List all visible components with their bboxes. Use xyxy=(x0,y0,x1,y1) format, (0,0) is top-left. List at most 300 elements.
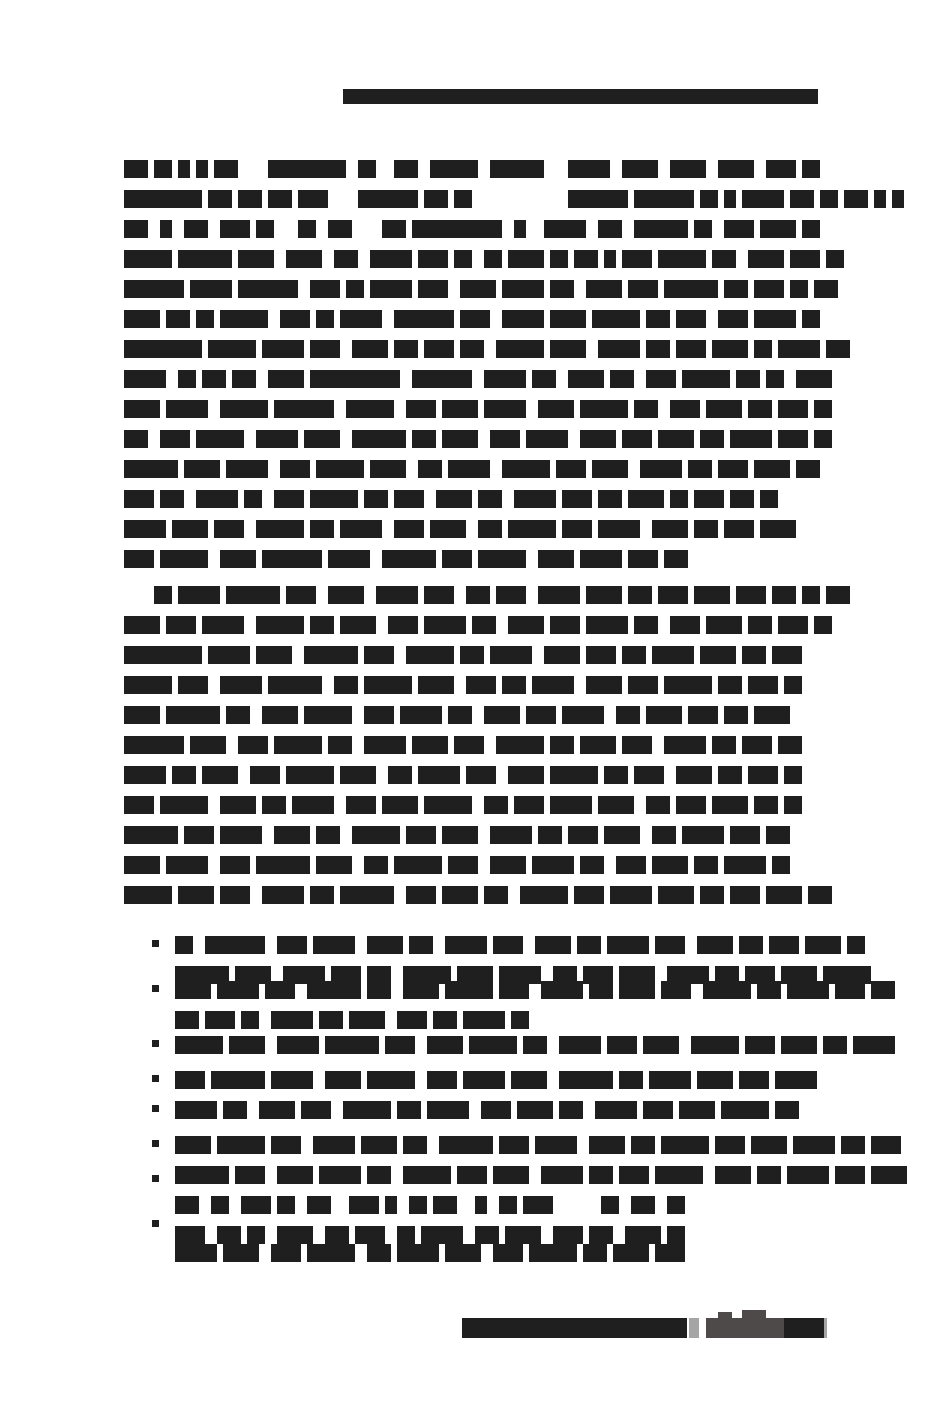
redacted-word xyxy=(124,160,148,178)
redacted-word xyxy=(622,430,652,448)
redacted-word xyxy=(661,1136,709,1154)
redacted-word xyxy=(175,981,211,999)
redacted-word xyxy=(247,1226,265,1244)
redacted-word xyxy=(349,1011,385,1029)
redacted-word xyxy=(499,981,529,999)
redacted-word xyxy=(310,370,400,388)
redacted-word xyxy=(220,826,262,844)
redacted-word xyxy=(529,1244,577,1262)
word-gap xyxy=(454,676,466,694)
word-gap xyxy=(295,981,307,999)
word-gap xyxy=(205,1226,217,1244)
redacted-word xyxy=(124,646,202,664)
word-gap xyxy=(586,220,598,238)
word-gap xyxy=(148,430,160,448)
redacted-word xyxy=(340,616,376,634)
redacted-word xyxy=(124,616,160,634)
redacted-word xyxy=(265,981,295,999)
redacted-word xyxy=(892,190,904,208)
redacted-word xyxy=(196,430,244,448)
redacted-word xyxy=(484,886,508,904)
word-gap xyxy=(532,646,544,664)
word-gap xyxy=(274,220,298,238)
word-gap xyxy=(484,736,496,754)
redacted-word xyxy=(511,1071,547,1089)
redacted-word xyxy=(757,981,781,999)
redacted-word xyxy=(481,1101,511,1119)
word-gap xyxy=(457,1196,475,1214)
redacted-word xyxy=(589,981,613,999)
redacted-text-line xyxy=(175,1136,901,1154)
redacted-word xyxy=(442,550,472,568)
redacted-word xyxy=(208,190,232,208)
word-gap xyxy=(634,796,646,814)
word-gap xyxy=(586,340,598,358)
word-gap xyxy=(490,310,502,328)
redacted-word xyxy=(541,981,583,999)
redacted-word xyxy=(397,1011,427,1029)
redacted-word xyxy=(298,190,328,208)
word-gap xyxy=(502,490,514,508)
redacted-word xyxy=(436,490,472,508)
redacted-word xyxy=(256,430,298,448)
word-gap xyxy=(466,520,478,538)
redacted-text-line xyxy=(124,550,688,568)
redacted-word xyxy=(604,250,616,268)
redacted-word xyxy=(445,936,487,954)
redacted-word xyxy=(598,796,634,814)
bullet-marker-icon xyxy=(152,1040,159,1047)
redacted-word xyxy=(610,886,652,904)
redacted-word xyxy=(178,886,214,904)
word-gap xyxy=(250,886,262,904)
redacted-word xyxy=(175,1244,217,1262)
footer-segment-right xyxy=(784,1318,824,1338)
redacted-word xyxy=(580,430,616,448)
word-gap xyxy=(784,370,796,388)
redacted-word xyxy=(262,886,304,904)
redacted-word xyxy=(274,736,322,754)
redacted-word xyxy=(550,616,580,634)
word-gap xyxy=(490,460,502,478)
redacted-word xyxy=(718,766,742,784)
word-gap xyxy=(298,280,310,298)
redacted-word xyxy=(739,1071,769,1089)
redacted-word xyxy=(601,1196,619,1214)
word-gap xyxy=(316,586,328,604)
redacted-word xyxy=(394,856,442,874)
word-gap xyxy=(478,856,490,874)
word-gap xyxy=(472,796,484,814)
redacted-word xyxy=(409,936,433,954)
redacted-word xyxy=(124,190,202,208)
redacted-word xyxy=(790,280,808,298)
redacted-word xyxy=(778,736,802,754)
redacted-word xyxy=(598,520,640,538)
word-gap xyxy=(604,706,616,724)
redacted-word xyxy=(577,936,601,954)
redacted-word xyxy=(562,520,592,538)
word-gap xyxy=(529,981,541,999)
word-gap xyxy=(364,586,376,604)
redacted-word xyxy=(202,616,244,634)
redacted-text-line xyxy=(124,370,832,388)
redacted-word xyxy=(424,616,466,634)
redacted-text-line xyxy=(124,856,790,874)
redacted-word xyxy=(793,1136,835,1154)
redacted-word xyxy=(655,1244,685,1262)
word-gap xyxy=(193,936,205,954)
redacted-word xyxy=(220,550,256,568)
redacted-word xyxy=(778,616,808,634)
redacted-word xyxy=(589,1136,625,1154)
redacted-word xyxy=(484,250,502,268)
redacted-word xyxy=(784,796,802,814)
redacted-word xyxy=(124,520,166,538)
redacted-word xyxy=(586,646,616,664)
word-gap xyxy=(526,586,538,604)
redacted-word xyxy=(397,1226,415,1244)
redacted-word xyxy=(772,856,790,874)
redacted-word xyxy=(826,340,850,358)
word-gap xyxy=(604,856,616,874)
redacted-word xyxy=(424,340,454,358)
redacted-word xyxy=(418,280,448,298)
redacted-word xyxy=(706,616,742,634)
redacted-word xyxy=(175,1071,205,1089)
redacted-word xyxy=(805,936,841,954)
redacted-word xyxy=(382,796,418,814)
redacted-word xyxy=(589,1226,613,1244)
redacted-word xyxy=(433,1196,457,1214)
word-gap xyxy=(340,340,352,358)
redacted-word xyxy=(844,190,868,208)
word-gap xyxy=(274,250,286,268)
redacted-word xyxy=(775,1071,817,1089)
redacted-word xyxy=(607,936,649,954)
redacted-text-line xyxy=(124,766,802,784)
redacted-word xyxy=(424,190,448,208)
redacted-word xyxy=(841,1136,865,1154)
bullet-marker-icon xyxy=(152,1175,159,1182)
redacted-word xyxy=(190,736,226,754)
redacted-word xyxy=(562,490,592,508)
redacted-word xyxy=(343,1101,391,1119)
redacted-word xyxy=(325,1226,349,1244)
redacted-word xyxy=(220,400,268,418)
redacted-word xyxy=(268,160,346,178)
redacted-text-line xyxy=(124,520,796,538)
redacted-word xyxy=(514,220,526,238)
redacted-word xyxy=(754,706,790,724)
word-gap xyxy=(265,1226,277,1244)
redacted-word xyxy=(310,280,340,298)
word-gap xyxy=(544,160,568,178)
redacted-word xyxy=(502,676,526,694)
redacted-word xyxy=(124,676,172,694)
redacted-word xyxy=(694,220,712,238)
redacted-word xyxy=(301,1101,331,1119)
redacted-word xyxy=(583,1244,607,1262)
word-gap xyxy=(334,796,346,814)
redacted-word xyxy=(340,310,382,328)
redacted-word xyxy=(538,586,580,604)
word-gap xyxy=(556,370,568,388)
redacted-word xyxy=(628,550,658,568)
redacted-word xyxy=(124,706,160,724)
redacted-word xyxy=(718,160,754,178)
word-gap xyxy=(208,220,220,238)
redacted-word xyxy=(175,1136,211,1154)
redacted-word xyxy=(364,646,394,664)
redacted-word xyxy=(403,981,439,999)
redacted-word xyxy=(277,1226,313,1244)
redacted-word xyxy=(376,586,418,604)
redacted-word xyxy=(742,190,784,208)
redacted-word xyxy=(202,766,238,784)
word-gap xyxy=(574,280,586,298)
redacted-word xyxy=(454,190,472,208)
word-gap xyxy=(208,400,220,418)
word-gap xyxy=(340,430,352,448)
redacted-word xyxy=(724,280,748,298)
redacted-word xyxy=(682,370,730,388)
word-gap xyxy=(706,310,718,328)
redacted-word xyxy=(553,1226,583,1244)
redacted-word xyxy=(304,430,340,448)
redacted-word xyxy=(352,826,400,844)
word-gap xyxy=(463,1226,475,1244)
redacted-word xyxy=(361,1136,397,1154)
redacted-word xyxy=(694,586,730,604)
redacted-text-line xyxy=(124,706,790,724)
redacted-word xyxy=(397,1244,439,1262)
word-gap xyxy=(619,1196,631,1214)
redacted-word xyxy=(220,796,256,814)
redacted-word xyxy=(646,706,682,724)
redacted-word xyxy=(700,886,724,904)
redacted-word xyxy=(580,856,604,874)
redacted-word xyxy=(652,520,688,538)
redacted-word xyxy=(319,1011,343,1029)
redacted-word xyxy=(823,1036,847,1054)
redacted-word xyxy=(262,340,304,358)
redacted-word xyxy=(454,250,472,268)
redacted-word xyxy=(721,1101,769,1119)
redacted-word xyxy=(724,220,754,238)
redacted-word xyxy=(178,586,220,604)
redacted-word xyxy=(124,490,154,508)
redacted-word xyxy=(871,981,895,999)
redacted-word xyxy=(658,886,694,904)
redacted-word xyxy=(172,766,196,784)
redacted-word xyxy=(403,1136,427,1154)
redacted-word xyxy=(214,520,244,538)
redacted-text-line xyxy=(124,646,802,664)
redacted-text-line xyxy=(175,1244,685,1262)
word-gap xyxy=(199,1196,211,1214)
redacted-word xyxy=(304,646,358,664)
redacted-word xyxy=(658,586,688,604)
redacted-word xyxy=(610,370,634,388)
redacted-word xyxy=(370,460,406,478)
word-gap xyxy=(478,430,490,448)
redacted-word xyxy=(619,981,655,999)
redacted-word xyxy=(679,1101,715,1119)
redacted-word xyxy=(760,490,778,508)
redacted-word xyxy=(424,586,454,604)
redacted-word xyxy=(748,616,772,634)
redacted-word xyxy=(166,856,208,874)
redacted-text-line xyxy=(124,310,820,328)
redacted-word xyxy=(166,706,220,724)
word-gap xyxy=(340,826,352,844)
redacted-word xyxy=(274,490,304,508)
word-gap xyxy=(316,220,328,238)
word-gap xyxy=(259,1011,271,1029)
redacted-word xyxy=(682,826,724,844)
redacted-word xyxy=(256,646,292,664)
word-gap xyxy=(352,736,364,754)
redacted-word xyxy=(490,826,532,844)
redacted-word xyxy=(781,1036,817,1054)
redacted-word xyxy=(814,616,832,634)
redacted-word xyxy=(478,490,502,508)
redacted-word xyxy=(172,520,208,538)
word-gap xyxy=(265,1036,277,1054)
redacted-word xyxy=(316,460,364,478)
redacted-text-line xyxy=(124,826,790,844)
redacted-word xyxy=(358,160,376,178)
redacted-word xyxy=(787,981,829,999)
redacted-word xyxy=(394,160,418,178)
redacted-word xyxy=(460,646,484,664)
redacted-word xyxy=(694,520,718,538)
redacted-word xyxy=(262,550,322,568)
word-gap xyxy=(553,1196,601,1214)
word-gap xyxy=(238,766,250,784)
redacted-word xyxy=(820,190,838,208)
redacted-word xyxy=(268,370,304,388)
redacted-word xyxy=(715,1166,751,1184)
redacted-word xyxy=(502,280,544,298)
redacted-word xyxy=(178,676,208,694)
word-gap xyxy=(358,250,370,268)
redacted-word xyxy=(220,220,250,238)
word-gap xyxy=(472,370,484,388)
word-gap xyxy=(313,1071,325,1089)
word-gap xyxy=(427,1136,439,1154)
redacted-word xyxy=(196,310,214,328)
redacted-word xyxy=(184,826,214,844)
redacted-word xyxy=(394,340,418,358)
word-gap xyxy=(529,1166,541,1184)
redacted-word xyxy=(355,1226,385,1244)
redacted-word xyxy=(718,310,748,328)
redacted-word xyxy=(784,676,802,694)
footer-riser-1 xyxy=(718,1312,732,1320)
redacted-word xyxy=(448,460,490,478)
redacted-word xyxy=(418,676,454,694)
word-gap xyxy=(736,250,748,268)
redacted-word xyxy=(454,736,484,754)
redacted-word xyxy=(124,550,154,568)
redacted-word xyxy=(325,1071,361,1089)
redacted-word xyxy=(166,400,208,418)
word-gap xyxy=(376,616,388,634)
redacted-word xyxy=(550,310,586,328)
redacted-word xyxy=(346,796,376,814)
redacted-word xyxy=(802,586,820,604)
redacted-word xyxy=(493,1244,523,1262)
redacted-word xyxy=(568,190,628,208)
redacted-word xyxy=(700,430,724,448)
word-gap xyxy=(472,250,484,268)
redacted-word xyxy=(658,430,694,448)
word-gap xyxy=(184,490,196,508)
redacted-word xyxy=(493,936,523,954)
redacted-word xyxy=(718,676,742,694)
redacted-word xyxy=(493,1166,529,1184)
redacted-word xyxy=(664,280,718,298)
word-gap xyxy=(334,400,346,418)
redacted-text-line xyxy=(175,981,895,999)
word-gap xyxy=(634,370,646,388)
word-gap xyxy=(355,936,367,954)
redacted-word xyxy=(598,490,622,508)
redacted-word xyxy=(238,190,262,208)
redacted-word xyxy=(646,796,670,814)
redacted-word xyxy=(427,1036,463,1054)
redacted-word xyxy=(334,676,358,694)
redacted-word xyxy=(730,490,754,508)
redacted-word xyxy=(826,250,844,268)
redacted-word xyxy=(448,856,478,874)
redacted-word xyxy=(730,430,772,448)
word-gap xyxy=(352,220,382,238)
redacted-word xyxy=(619,1071,643,1089)
redacted-word xyxy=(418,460,442,478)
redacted-word xyxy=(124,766,166,784)
redacted-word xyxy=(124,886,172,904)
redacted-word xyxy=(802,160,820,178)
redacted-word xyxy=(676,796,706,814)
redacted-word xyxy=(559,1036,601,1054)
redacted-word xyxy=(184,460,220,478)
redacted-word xyxy=(421,1226,463,1244)
redacted-word xyxy=(688,460,712,478)
redacted-word xyxy=(634,220,688,238)
redacted-word xyxy=(226,460,268,478)
word-gap xyxy=(622,220,634,238)
bullet-marker-icon xyxy=(152,1075,159,1082)
redacted-word xyxy=(232,370,256,388)
redacted-word xyxy=(412,220,502,238)
redacted-word xyxy=(640,460,682,478)
redacted-word xyxy=(775,1101,799,1119)
redacted-word xyxy=(814,280,838,298)
redacted-word xyxy=(484,706,520,724)
redacted-word xyxy=(178,370,196,388)
redacted-word xyxy=(535,1136,577,1154)
redacted-text-line xyxy=(124,190,904,208)
redacted-word xyxy=(124,310,160,328)
redacted-word xyxy=(676,766,712,784)
redacted-word xyxy=(712,250,736,268)
word-gap xyxy=(331,1101,343,1119)
redacted-word xyxy=(220,856,250,874)
word-gap xyxy=(250,706,262,724)
